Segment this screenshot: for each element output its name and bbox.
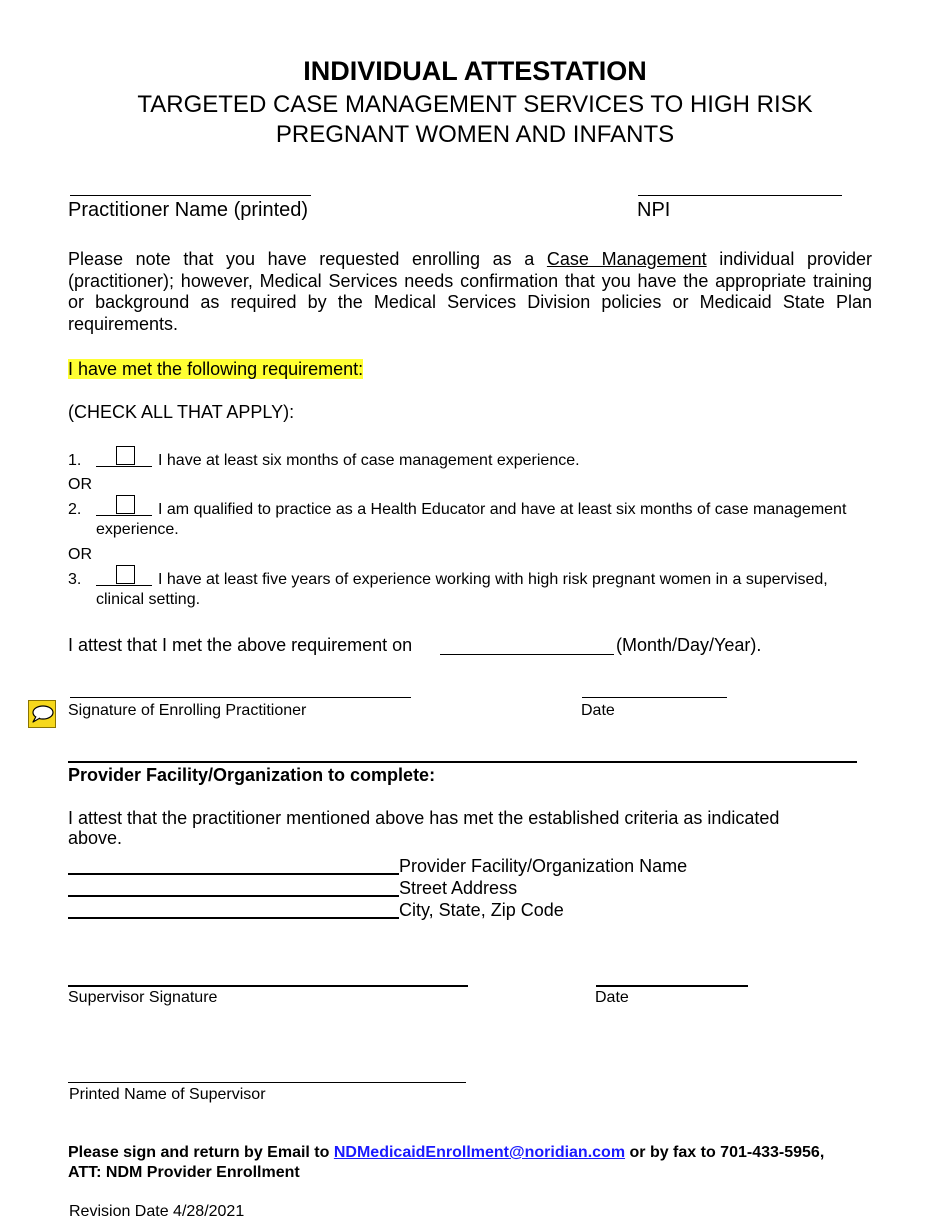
option-2-checkbox[interactable] — [116, 495, 135, 514]
option-2-underline — [96, 515, 152, 516]
practitioner-name-field[interactable] — [70, 195, 311, 196]
option-3-number: 3. — [68, 571, 82, 588]
requirement-highlight: I have met the following requirement: — [68, 359, 364, 379]
form-subtitle-line1: TARGETED CASE MANAGEMENT SERVICES TO HIGH RISK — [137, 91, 813, 118]
revision-date: Revision Date 4/28/2021 — [69, 1203, 245, 1220]
option-1-number: 1. — [68, 452, 82, 469]
supervisor-date-field[interactable] — [596, 985, 748, 987]
npi-label: NPI — [637, 199, 671, 221]
intro-paragraph — [68, 249, 872, 335]
facility-attest-text: I attest that the practitioner mentioned above has met the established criteria as indicated above. — [68, 808, 780, 848]
form-title: INDIVIDUAL ATTESTATION — [303, 56, 647, 86]
return-instructions — [68, 1143, 898, 1163]
option-1-text: I have at least six months of case management experience. — [158, 452, 580, 469]
city-state-zip-label: City, State, Zip Code — [399, 900, 564, 920]
email-link[interactable]: NDMedicaidEnrollment@noridian.com — [333, 1144, 626, 1161]
supervisor-printed-name-field[interactable] — [68, 1082, 466, 1083]
check-all-label: (CHECK ALL THAT APPLY): — [68, 402, 295, 422]
practitioner-signature-field[interactable] — [70, 697, 411, 698]
comment-note-icon[interactable] — [28, 700, 56, 728]
or-label-2: OR — [68, 546, 92, 563]
or-label-1: OR — [68, 476, 92, 493]
return-suffix: or by fax to 701-433-5956, — [625, 1144, 825, 1161]
facility-heading: Provider Facility/Organization to complete: — [68, 765, 436, 785]
option-2-text-line1: I am qualified to practice as a Health Educator and have at least six months of case management — [158, 501, 847, 518]
attest-date-prefix: I attest that I met the above requirement on — [68, 635, 413, 655]
option-3-checkbox[interactable] — [116, 565, 135, 584]
practitioner-name-label: Practitioner Name (printed) — [68, 199, 309, 221]
section-divider — [68, 761, 857, 763]
intro-underlined-term: Case Management — [546, 249, 707, 269]
attest-date-field[interactable] — [440, 654, 614, 655]
practitioner-date-field[interactable] — [582, 697, 727, 698]
option-3-text-line2: clinical setting. — [96, 591, 201, 608]
option-3-underline — [96, 585, 152, 586]
practitioner-signature-label: Signature of Enrolling Practitioner — [68, 702, 307, 719]
supervisor-signature-label: Supervisor Signature — [68, 989, 218, 1006]
supervisor-signature-field[interactable] — [68, 985, 468, 987]
intro-text-part1: Please note that you have requested enrolling as a — [68, 249, 547, 269]
option-1-underline — [96, 466, 152, 467]
attention-line: ATT: NDM Provider Enrollment — [68, 1164, 300, 1181]
npi-field[interactable] — [638, 195, 842, 196]
attest-date-suffix: (Month/Day/Year). — [616, 635, 762, 655]
city-state-zip-field[interactable] — [68, 917, 399, 919]
intro-text-part2: individual provider (practitioner); however, Medical Services needs confirmation that you have the appropriate training or background as required by the Medical Services Division policies or Medicaid State Plan requirements. — [68, 249, 872, 334]
facility-name-field[interactable] — [68, 873, 399, 875]
form-subtitle-line2: PREGNANT WOMEN AND INFANTS — [275, 121, 675, 148]
supervisor-date-label: Date — [595, 989, 629, 1006]
option-2-text-line2: experience. — [96, 521, 179, 538]
street-address-label: Street Address — [399, 878, 518, 898]
option-2-number: 2. — [68, 501, 82, 518]
speech-bubble-icon — [29, 701, 55, 727]
facility-name-label: Provider Facility/Organization Name — [399, 856, 688, 876]
return-prefix: Please sign and return by Email to — [68, 1144, 334, 1161]
practitioner-date-label: Date — [581, 702, 615, 719]
supervisor-printed-name-label: Printed Name of Supervisor — [69, 1086, 266, 1103]
requirement-heading — [68, 359, 363, 380]
street-address-field[interactable] — [68, 895, 399, 897]
option-3-text-line1: I have at least five years of experience working with high risk pregnant women in a supervised, — [158, 571, 828, 588]
option-1-checkbox[interactable] — [116, 446, 135, 465]
